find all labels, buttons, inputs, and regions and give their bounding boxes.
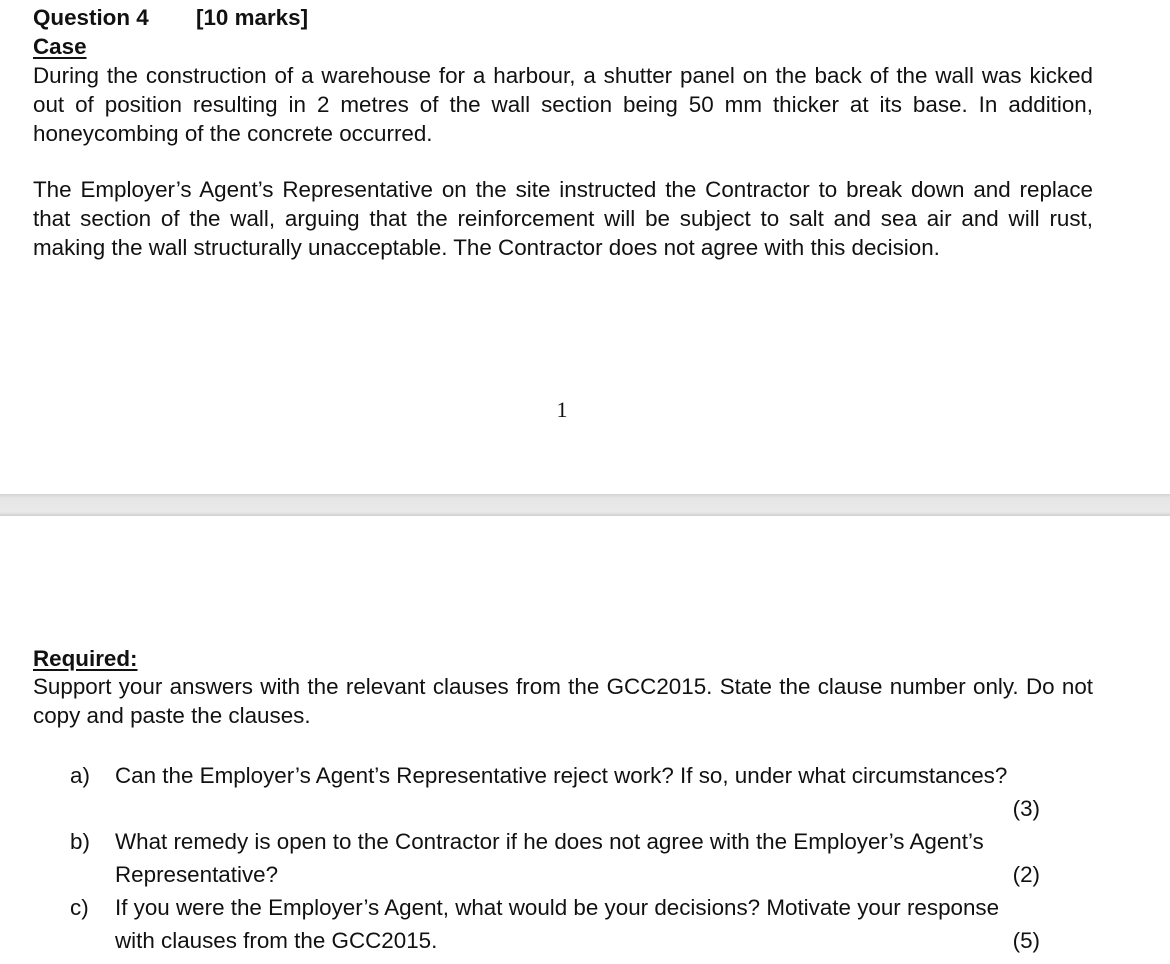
question-text-b-line1: What remedy is open to the Contractor if he does not agree with the Employer’s Agent’s	[115, 829, 984, 854]
question-text-a: Can the Employer’s Agent’s Representative reject work? If so, under what circumstances?	[115, 763, 1008, 788]
required-instruction: Support your answers with the relevant clauses from the GCC2015. State the clause number only. Do not copy and paste the clauses.	[33, 674, 1093, 728]
question-row-b	[115, 858, 1092, 891]
question-title: Question 4	[33, 5, 149, 30]
question-marks-a: (3)	[1012, 796, 1040, 821]
question-heading	[33, 4, 1093, 33]
question-row-c	[115, 924, 1092, 957]
page-number: 1	[556, 397, 568, 422]
case-paragraph-2: The Employer’s Agent’s Representative on the site instructed the Contractor to break down and replace that section of the wall, arguing that the reinforcement will be subject to salt and sea air and will rust, making the wall structurally unacceptable. The Contractor does not agree with this decision.	[33, 177, 1093, 260]
question-text-c-line1: If you were the Employer’s Agent, what would be your decisions? Motivate your response	[115, 895, 1000, 920]
question-item-c	[70, 891, 1092, 957]
question-text-c-line2: with clauses from the GCC2015.	[115, 928, 438, 953]
required-label: Required:	[33, 646, 138, 671]
question-label-c: c)	[70, 895, 89, 920]
question-item-b	[70, 825, 1092, 891]
question-marks-c: (5)	[1012, 928, 1040, 953]
case-label: Case	[33, 34, 87, 59]
question-label-b: b)	[70, 829, 90, 854]
case-paragraph-1: During the construction of a warehouse for a harbour, a shutter panel on the back of the wall was kicked out of position resulting in 2 metres of the wall section being 50 mm thicker at its base. In addition, honeycombing of the concrete occurred.	[33, 63, 1093, 146]
question-label-a: a)	[70, 763, 90, 788]
question-text-b-line2: Representative?	[115, 862, 279, 887]
question-item-a	[70, 759, 1092, 825]
question-marks: [10 marks]	[196, 5, 309, 30]
question-marks-b: (2)	[1012, 862, 1040, 887]
page-separator	[0, 494, 1170, 516]
question-list	[70, 759, 1092, 957]
